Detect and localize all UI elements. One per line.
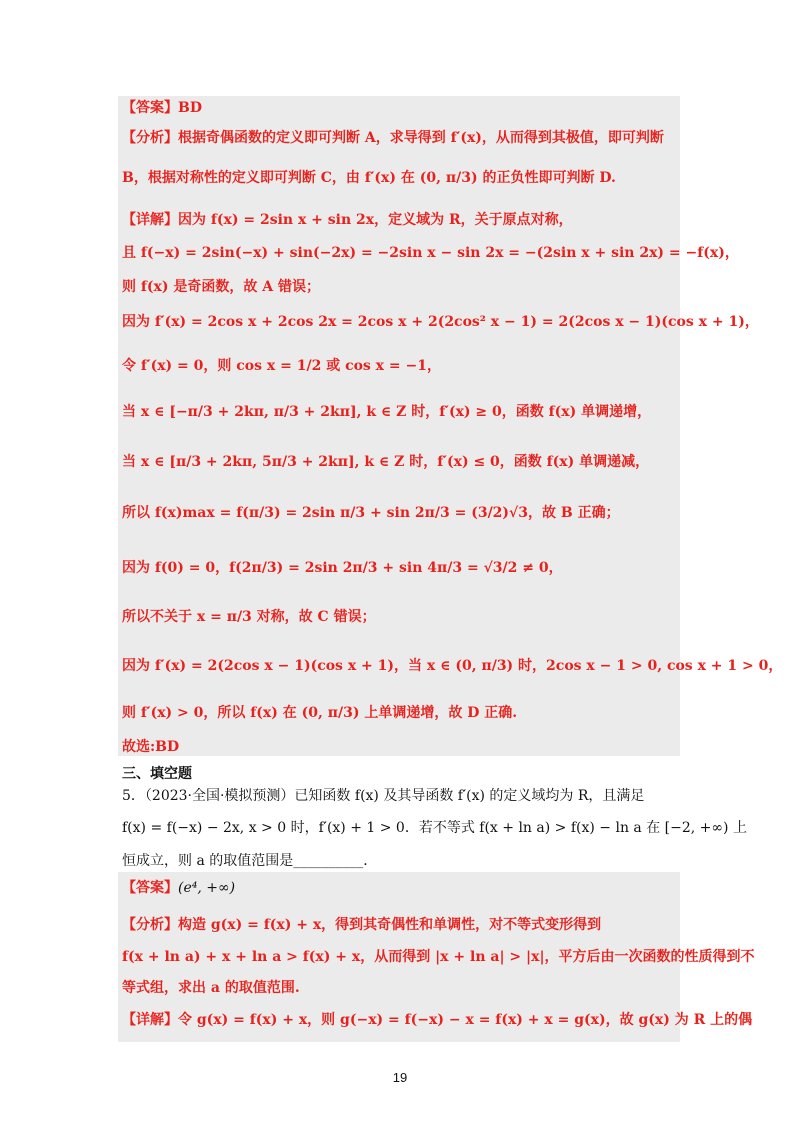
- analysis2-line-3: 等式组，求出 a 的取值范围.: [122, 980, 300, 996]
- analysis-line-1: 【分析】根据奇偶函数的定义即可判断 A，求导得到 f′(x)，从而得到其极值，即可判断: [122, 130, 664, 146]
- analysis2-line-2: f(x + ln a) + x + ln a > f(x) + x，从而得到 |x + ln a| > |x|，平方后由一次函数的性质得到不: [122, 949, 755, 965]
- answer-label: 【答案】: [122, 880, 178, 896]
- answer-value: (e⁴, +∞): [178, 880, 236, 896]
- answer-line-2: [122, 878, 682, 898]
- detail-line-1: 【详解】因为 f(x) = 2sin x + sin 2x，定义域为 R，关于原点对称，: [122, 212, 573, 228]
- detail-line-4: 因为 f′(x) = 2cos x + 2cos 2x = 2cos x + 2(2cos² x − 1) = 2(2cos x − 1)(cos x + 1)，: [122, 314, 759, 330]
- detail-line-12: 则 f′(x) > 0，所以 f(x) 在 (0, π/3) 上单调递增，故 D 正确.: [122, 705, 518, 721]
- question-line-1: 5．（2023·全国·模拟预测）已知函数 f(x) 及其导函数 f′(x) 的定义域均为 R，且满足: [122, 788, 645, 804]
- detail-line-7: 当 x ∈ [π/3 + 2kπ, 5π/3 + 2kπ], k ∈ Z 时，f′(x) ≤ 0，函数 f(x) 单调递减，: [122, 454, 650, 470]
- detail-line-2: 且 f(−x) = 2sin(−x) + sin(−2x) = −2sin x − sin 2x = −(2sin x + sin 2x) = −f(x)，: [122, 245, 739, 261]
- page-number: 19: [392, 1070, 408, 1085]
- detail-line-11: 因为 f′(x) = 2(2cos x − 1)(cos x + 1)，当 x ∈ (0, π/3) 时，2cos x − 1 > 0, cos x + 1 > 0，: [122, 658, 783, 674]
- section-heading: 三、填空题: [122, 766, 192, 782]
- choice-line: 故选:BD: [122, 739, 180, 755]
- detail-line-5: 令 f′(x) = 0，则 cos x = 1/2 或 cos x = −1，: [122, 358, 441, 374]
- detail-line-8: 所以 f(x)max = f(π/3) = 2sin π/3 + sin 2π/3 = (3/2)√3，故 B 正确；: [122, 505, 620, 521]
- question-line-3: 恒成立，则 a 的取值范围是__________．: [122, 853, 378, 869]
- detail2-line-1: 【详解】令 g(x) = f(x) + x，则 g(−x) = f(−x) − x = f(x) + x = g(x)，故 g(x) 为 R 上的偶: [122, 1012, 753, 1028]
- detail-line-10: 所以不关于 x = π/3 对称，故 C 错误；: [122, 609, 376, 625]
- detail-line-6: 当 x ∈ [−π/3 + 2kπ, π/3 + 2kπ], k ∈ Z 时，f′(x) ≥ 0，函数 f(x) 单调递增，: [122, 404, 652, 420]
- detail-line-9: 因为 f(0) = 0，f(2π/3) = 2sin 2π/3 + sin 4π/3 = √3/2 ≠ 0，: [122, 560, 563, 576]
- analysis-line-2: B，根据对称性的定义即可判断 C，由 f′(x) 在 (0, π/3) 的正负性即可判断 D.: [122, 170, 616, 186]
- answer-line: 【答案】BD: [122, 100, 202, 116]
- detail-line-3: 则 f(x) 是奇函数，故 A 错误；: [122, 279, 320, 295]
- question-line-2: f(x) = f(−x) − 2x, x > 0 时，f′(x) + 1 > 0．若不等式 f(x + ln a) > f(x) − ln a 在 [−2, +∞) 上: [122, 820, 747, 836]
- analysis2-line-1: 【分析】构造 g(x) = f(x) + x，得到其奇偶性和单调性，对不等式变形得到: [122, 917, 602, 933]
